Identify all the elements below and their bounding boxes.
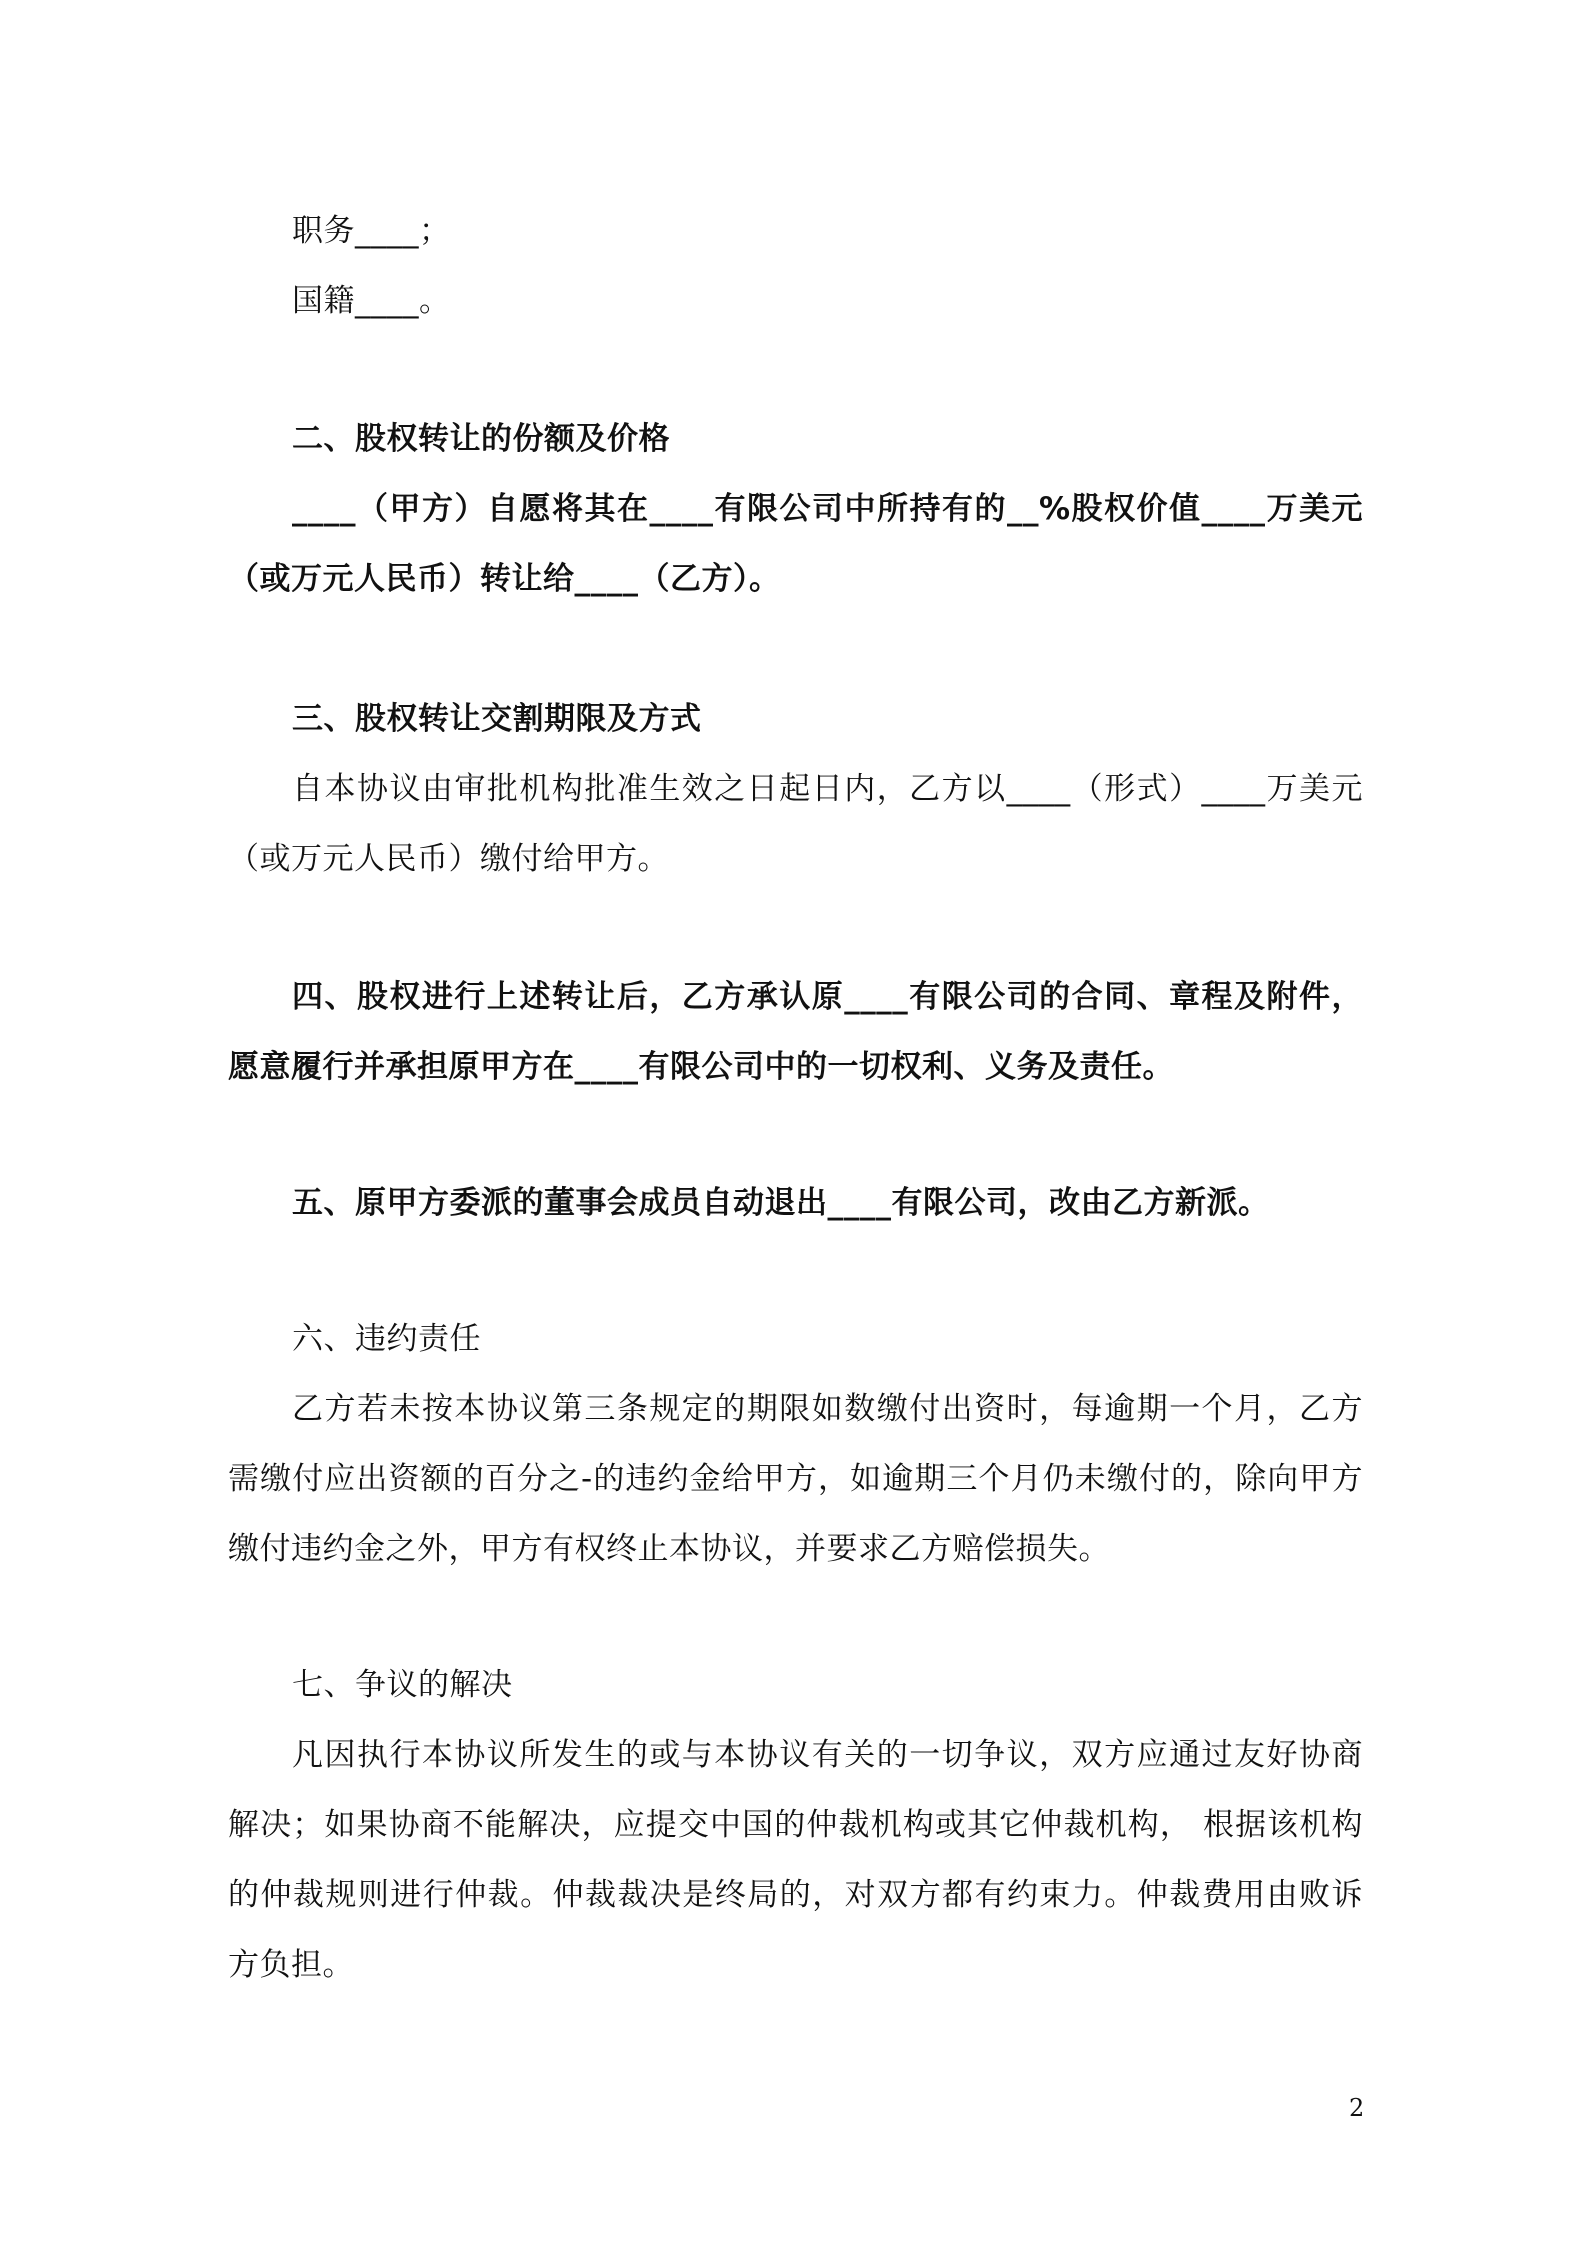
section-6-heading: 六、违约责任 bbox=[292, 1321, 481, 1357]
section-6-text-line-2: 需缴付应出资额的百分之-的违约金给甲方，如逾期三个月仍未缴付的，除向甲方 bbox=[228, 1461, 1363, 1497]
nationality-line: 国籍____。 bbox=[292, 283, 451, 319]
section-2-text-line-1: ____（甲方）自愿将其在____有限公司中所持有的__%股权价值____万美元 bbox=[292, 491, 1363, 527]
section-3-text-line-2: （或万元人民币）缴付给甲方。 bbox=[228, 841, 669, 877]
section-7-text-line-2: 解决；如果协商不能解决，应提交中国的仲裁机构或其它仲裁机构， 根据该机构 bbox=[228, 1807, 1363, 1843]
section-7-text-line-1: 凡因执行本协议所发生的或与本协议有关的一切争议，双方应通过友好协商 bbox=[292, 1737, 1363, 1773]
section-6-text-line-3: 缴付违约金之外，甲方有权终止本协议，并要求乙方赔偿损失。 bbox=[228, 1531, 1110, 1567]
section-3-heading: 三、股权转让交割期限及方式 bbox=[292, 701, 702, 737]
section-7-text-line-4: 方负担。 bbox=[228, 1947, 354, 1983]
section-2-heading: 二、股权转让的份额及价格 bbox=[292, 421, 670, 457]
position-line: 职务____； bbox=[292, 213, 451, 249]
section-7-heading: 七、争议的解决 bbox=[292, 1667, 513, 1703]
section-4-text-line-2: 愿意履行并承担原甲方在____有限公司中的一切权利、义务及责任。 bbox=[228, 1049, 1174, 1085]
section-2-text-line-2: （或万元人民币）转让给____（乙方）。 bbox=[228, 561, 781, 597]
page-number: 2 bbox=[1349, 2094, 1365, 2122]
section-5-text-line-1: 五、原甲方委派的董事会成员自动退出____有限公司，改由乙方新派。 bbox=[292, 1185, 1270, 1221]
section-7-text-line-3: 的仲裁规则进行仲裁。仲裁裁决是终局的，对双方都有约束力。仲裁费用由败诉 bbox=[228, 1877, 1363, 1913]
section-3-text-line-1: 自本协议由审批机构批准生效之日起日内，乙方以____（形式）____万美元 bbox=[292, 771, 1363, 807]
section-6-text-line-1: 乙方若未按本协议第三条规定的期限如数缴付出资时，每逾期一个月，乙方 bbox=[292, 1391, 1363, 1427]
document-body bbox=[228, 196, 1363, 2000]
section-4-text-line-1: 四、股权进行上述转让后，乙方承认原____有限公司的合同、章程及附件， bbox=[292, 979, 1363, 1015]
